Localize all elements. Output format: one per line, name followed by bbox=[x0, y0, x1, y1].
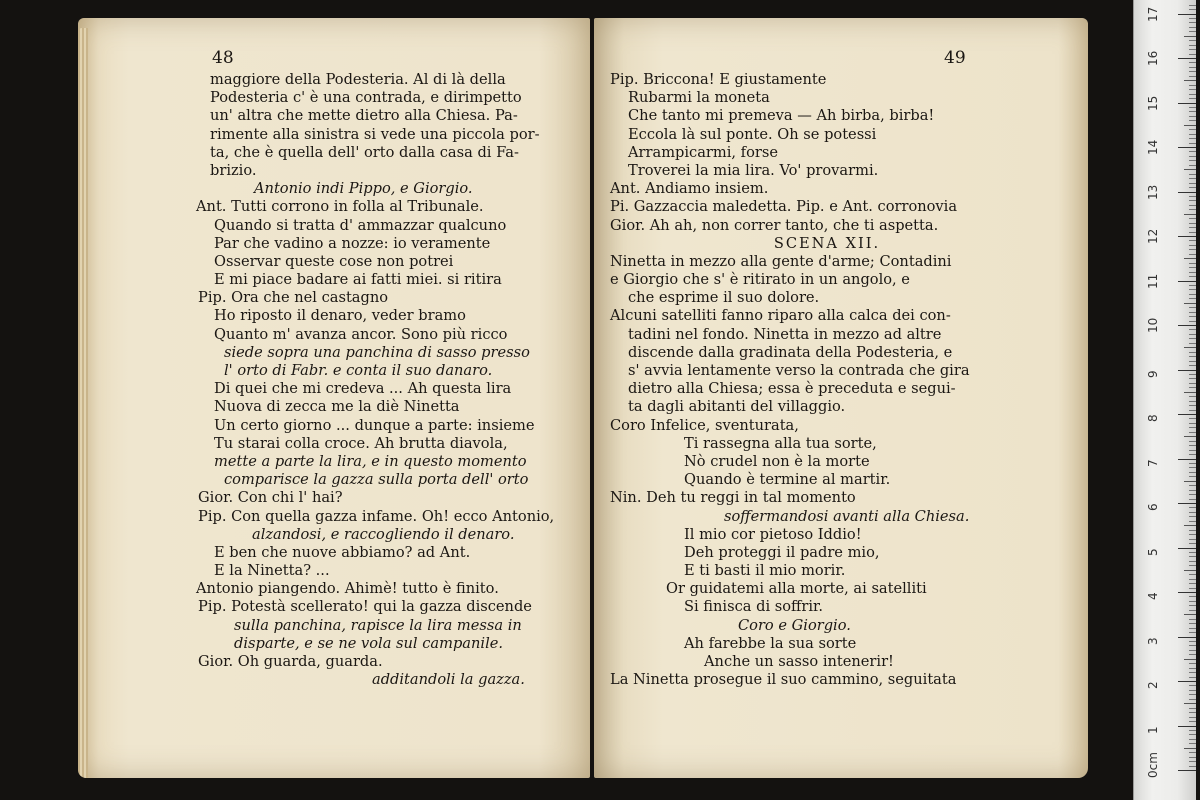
ruler-tick bbox=[1178, 459, 1196, 460]
text-line: comparisce la gazza sulla porta dell' orto bbox=[224, 471, 529, 489]
ruler-tick bbox=[1184, 570, 1196, 571]
text-line: e Giorgio che s' è ritirato in un angolo, e bbox=[610, 271, 910, 289]
ruler-tick bbox=[1178, 236, 1196, 237]
ruler-tick bbox=[1189, 485, 1196, 486]
ruler-tick bbox=[1178, 325, 1196, 326]
text-line: un' altra che mette dietro alla Chiesa. Pa- bbox=[210, 107, 518, 125]
ruler-tick bbox=[1189, 605, 1196, 606]
ruler-tick bbox=[1189, 752, 1196, 753]
text-line: brizio. bbox=[210, 161, 257, 179]
ruler-tick bbox=[1189, 650, 1196, 651]
text-line: Quando si tratta d' ammazzar qualcuno bbox=[214, 216, 507, 234]
text-line: Quanto m' avanza ancor. Sono più ricco bbox=[214, 325, 508, 343]
ruler-tick bbox=[1189, 583, 1196, 584]
text-line: Or guidatemi alla morte, ai satelliti bbox=[666, 580, 927, 598]
ruler-tick bbox=[1178, 637, 1196, 638]
text-line: Nuova di zecca me la diè Ninetta bbox=[214, 398, 460, 416]
text-line: Che tanto mi premeva — Ah birba, birba! bbox=[628, 107, 935, 125]
ruler-tick bbox=[1189, 183, 1196, 184]
text-line: Pi. Gazzaccia maledetta. Pip. e Ant. corronovia bbox=[610, 198, 958, 216]
ruler-tick bbox=[1189, 623, 1196, 624]
page-number-right: 49 bbox=[944, 48, 966, 68]
ruler-tick bbox=[1189, 249, 1196, 250]
ruler-tick bbox=[1189, 521, 1196, 522]
text-line: Rubarmi la moneta bbox=[628, 89, 770, 107]
ruler-tick bbox=[1189, 98, 1196, 99]
ruler-tick bbox=[1189, 472, 1196, 473]
ruler-tick bbox=[1184, 703, 1196, 704]
ruler-tick bbox=[1189, 512, 1196, 513]
ruler-tick bbox=[1189, 685, 1196, 686]
ruler-tick bbox=[1189, 596, 1196, 597]
ruler-tick bbox=[1189, 62, 1196, 63]
ruler-tick bbox=[1189, 378, 1196, 379]
text-line: Alcuni satelliti fanno riparo alla calca dei con- bbox=[610, 307, 951, 325]
ruler-tick bbox=[1184, 36, 1196, 37]
ruler-tick bbox=[1184, 659, 1196, 660]
ruler-tick bbox=[1189, 174, 1196, 175]
ruler-tick bbox=[1189, 361, 1196, 362]
text-line: siede sopra una panchina di sasso presso bbox=[224, 343, 530, 361]
ruler-tick bbox=[1189, 9, 1196, 10]
ruler-tick bbox=[1189, 721, 1196, 722]
ruler-tick bbox=[1189, 165, 1196, 166]
ruler-tick bbox=[1189, 31, 1196, 32]
text-line: Pip. Briccona! E giustamente bbox=[610, 71, 827, 88]
ruler-tick bbox=[1189, 694, 1196, 695]
ruler-label: 8 bbox=[1146, 414, 1160, 422]
ruler-tick bbox=[1184, 436, 1196, 437]
left-page bbox=[78, 18, 590, 778]
ruler-tick bbox=[1184, 614, 1196, 615]
ruler-tick bbox=[1189, 178, 1196, 179]
ruler-label: 7 bbox=[1146, 458, 1160, 467]
ruler-tick bbox=[1189, 334, 1196, 335]
text-line: Gior. Oh guarda, guarda. bbox=[198, 653, 383, 670]
ruler-tick bbox=[1189, 717, 1196, 718]
ruler-tick bbox=[1189, 441, 1196, 442]
ruler-tick bbox=[1189, 467, 1196, 468]
ruler-tick bbox=[1189, 476, 1196, 477]
ruler-tick bbox=[1178, 548, 1196, 549]
ruler-tick bbox=[1189, 499, 1196, 500]
ruler-tick bbox=[1189, 552, 1196, 553]
text-line: La Ninetta prosegue il suo cammino, seguitata bbox=[610, 671, 957, 689]
ruler-tick bbox=[1189, 111, 1196, 112]
text-line: Ant. Tutti corrono in folla al Tribunale. bbox=[196, 198, 484, 216]
ruler-tick bbox=[1189, 27, 1196, 28]
ruler-tick bbox=[1178, 192, 1196, 193]
ruler-tick bbox=[1178, 370, 1196, 371]
ruler-tick bbox=[1189, 209, 1196, 210]
ruler-tick bbox=[1189, 18, 1196, 19]
text-line: Si finisca di soffrir. bbox=[684, 598, 824, 616]
ruler-tick bbox=[1189, 601, 1196, 602]
ruler-tick bbox=[1189, 490, 1196, 491]
page-edges bbox=[78, 28, 88, 778]
ruler-tick bbox=[1178, 681, 1196, 682]
ruler-label: 6 bbox=[1146, 503, 1160, 511]
text-line: che esprime il suo dolore. bbox=[628, 289, 820, 307]
ruler-tick bbox=[1189, 579, 1196, 580]
ruler-tick bbox=[1189, 307, 1196, 308]
ruler-tick bbox=[1178, 281, 1196, 282]
ruler-tick bbox=[1189, 298, 1196, 299]
ruler-tick bbox=[1189, 730, 1196, 731]
ruler-tick bbox=[1189, 663, 1196, 664]
ruler-tick bbox=[1189, 494, 1196, 495]
ruler-tick bbox=[1189, 40, 1196, 41]
ruler-tick bbox=[1189, 530, 1196, 531]
ruler-tick bbox=[1184, 481, 1196, 482]
text-line: Antonio piangendo. Ahimè! tutto è finito. bbox=[196, 580, 499, 598]
ruler-tick bbox=[1178, 726, 1196, 727]
text-line: dietro alla Chiesa; essa è preceduta e segui- bbox=[628, 380, 956, 398]
text-line: Eccola là sul ponte. Oh se potessi bbox=[628, 125, 877, 143]
ruler-tick bbox=[1189, 187, 1196, 188]
ruler-tick bbox=[1184, 169, 1196, 170]
ruler-tick bbox=[1184, 525, 1196, 526]
ruler-tick bbox=[1178, 414, 1196, 415]
ruler-tick bbox=[1189, 734, 1196, 735]
ruler-tick bbox=[1189, 507, 1196, 508]
ruler-tick bbox=[1189, 463, 1196, 464]
ruler-tick bbox=[1184, 392, 1196, 393]
ruler-tick bbox=[1189, 76, 1196, 77]
ruler-label: 17 bbox=[1146, 6, 1160, 22]
ruler-tick bbox=[1189, 352, 1196, 353]
ruler-tick bbox=[1189, 89, 1196, 90]
ruler-tick bbox=[1189, 5, 1196, 6]
ruler-tick bbox=[1184, 347, 1196, 348]
ruler-tick bbox=[1189, 610, 1196, 611]
ruler-tick bbox=[1189, 556, 1196, 557]
text-line: sulla panchina, rapisce la lira messa in bbox=[234, 616, 522, 634]
ruler-tick bbox=[1184, 214, 1196, 215]
right-page-text bbox=[610, 71, 1008, 689]
text-line: alzandosi, e raccogliendo il denaro. bbox=[252, 525, 515, 543]
ruler-tick bbox=[1189, 543, 1196, 544]
text-line: Troverei la mia lira. Vo' provarmi. bbox=[628, 161, 879, 179]
text-line: Osservar queste cose non potrei bbox=[214, 252, 454, 270]
ruler-tick bbox=[1189, 116, 1196, 117]
text-line: E ti basti il mio morir. bbox=[684, 562, 846, 580]
text-line: Ah farebbe la sua sorte bbox=[684, 634, 857, 652]
text-line: Deh proteggi il padre mio, bbox=[684, 543, 880, 561]
ruler-tick bbox=[1189, 267, 1196, 268]
ruler-tick bbox=[1189, 134, 1196, 135]
ruler-tick bbox=[1189, 668, 1196, 669]
ruler-label: 14 bbox=[1146, 139, 1160, 155]
text-line: E mi piace badare ai fatti miei. si ritira bbox=[214, 271, 502, 289]
ruler-tick bbox=[1189, 205, 1196, 206]
text-line: Di quei che mi credeva ... Ah questa lira bbox=[214, 380, 512, 398]
ruler-tick bbox=[1189, 383, 1196, 384]
ruler-tick bbox=[1189, 619, 1196, 620]
text-line: s' avvia lentamente verso la contrada che gira bbox=[628, 362, 970, 379]
ruler-tick bbox=[1189, 712, 1196, 713]
text-line: Arrampicarmi, forse bbox=[628, 143, 778, 161]
ruler-tick bbox=[1189, 272, 1196, 273]
ruler-tick bbox=[1189, 445, 1196, 446]
text-line: Coro Infelice, sventurata, bbox=[610, 416, 799, 434]
ruler-tick bbox=[1178, 58, 1196, 59]
ruler-label: 4 bbox=[1146, 592, 1160, 600]
ruler-tick bbox=[1178, 503, 1196, 504]
ruler-tick bbox=[1184, 258, 1196, 259]
ruler-tick bbox=[1189, 396, 1196, 397]
ruler-tick bbox=[1184, 303, 1196, 304]
ruler-tick bbox=[1189, 423, 1196, 424]
text-line: additandoli la gazza. bbox=[372, 671, 525, 689]
ruler-tick bbox=[1189, 699, 1196, 700]
ruler-tick bbox=[1189, 387, 1196, 388]
ruler-tick bbox=[1189, 690, 1196, 691]
ruler-tick bbox=[1189, 254, 1196, 255]
ruler-tick bbox=[1189, 94, 1196, 95]
ruler-tick bbox=[1189, 427, 1196, 428]
text-line: Gior. Con chi l' hai? bbox=[198, 489, 343, 507]
text-line: SCENA XII. bbox=[773, 234, 881, 252]
text-line: Ant. Andiamo insiem. bbox=[610, 180, 769, 198]
text-line: rimente alla sinistra si vede una piccola por- bbox=[210, 125, 540, 143]
page-number-left: 48 bbox=[212, 48, 234, 68]
text-line: Pip. Con quella gazza infame. Oh! ecco Antonio, bbox=[198, 507, 555, 525]
ruler-tick bbox=[1189, 196, 1196, 197]
ruler-tick bbox=[1189, 739, 1196, 740]
ruler-tick bbox=[1189, 743, 1196, 744]
ruler-tick bbox=[1189, 67, 1196, 68]
ruler-tick bbox=[1189, 374, 1196, 375]
text-line: E ben che nuove abbiamo? ad Ant. bbox=[214, 543, 471, 561]
ruler-tick bbox=[1189, 151, 1196, 152]
ruler-tick bbox=[1189, 761, 1196, 762]
text-line: Pip. Ora che nel castagno bbox=[198, 289, 389, 307]
ruler-tick bbox=[1189, 312, 1196, 313]
text-line: Coro e Giorgio. bbox=[738, 616, 851, 634]
ruler-tick bbox=[1189, 143, 1196, 144]
ruler-tick bbox=[1189, 321, 1196, 322]
ruler-tick bbox=[1189, 49, 1196, 50]
text-line: maggiore della Podesteria. Al di là della bbox=[210, 71, 506, 88]
ruler-tick bbox=[1189, 632, 1196, 633]
ruler-tick bbox=[1189, 245, 1196, 246]
ruler-tick bbox=[1189, 588, 1196, 589]
ruler-label: 11 bbox=[1146, 273, 1160, 289]
text-line: discende dalla gradinata della Podesteria, e bbox=[628, 343, 953, 361]
measuring-ruler bbox=[1133, 0, 1196, 800]
ruler-label: 3 bbox=[1146, 636, 1160, 645]
ruler-tick bbox=[1189, 365, 1196, 366]
text-line: soffermandosi avanti alla Chiesa. bbox=[724, 507, 970, 525]
ruler-tick bbox=[1189, 450, 1196, 451]
ruler-label: 1 bbox=[1146, 725, 1160, 734]
ruler-label: 9 bbox=[1146, 369, 1160, 378]
ruler-label: 5 bbox=[1146, 547, 1160, 556]
text-line: l' orto di Fabr. e conta il suo danaro. bbox=[224, 362, 493, 379]
ruler-tick bbox=[1184, 125, 1196, 126]
ruler-tick bbox=[1178, 770, 1196, 771]
ruler-tick bbox=[1184, 80, 1196, 81]
text-line: Ho riposto il denaro, veder bramo bbox=[214, 307, 466, 325]
ruler-tick bbox=[1189, 232, 1196, 233]
ruler-tick bbox=[1189, 85, 1196, 86]
ruler-tick bbox=[1189, 218, 1196, 219]
text-line: Ninetta in mezzo alla gente d'arme; Contadini bbox=[610, 252, 952, 270]
ruler-tick bbox=[1189, 405, 1196, 406]
ruler-tick bbox=[1178, 14, 1196, 15]
ruler-tick bbox=[1189, 329, 1196, 330]
ruler-tick bbox=[1189, 294, 1196, 295]
ruler-tick bbox=[1189, 565, 1196, 566]
text-line: ta dagli abitanti del villaggio. bbox=[628, 398, 846, 416]
ruler-tick bbox=[1189, 45, 1196, 46]
ruler-tick bbox=[1189, 227, 1196, 228]
ruler-tick bbox=[1189, 22, 1196, 23]
ruler-tick bbox=[1189, 454, 1196, 455]
text-line: Par che vadino a nozze: io veramente bbox=[214, 234, 491, 252]
ruler-tick bbox=[1189, 708, 1196, 709]
ruler-tick bbox=[1189, 539, 1196, 540]
text-line: Antonio indi Pippo, e Giorgio. bbox=[254, 180, 473, 198]
ruler-label: 2 bbox=[1146, 681, 1160, 689]
ruler-tick bbox=[1189, 54, 1196, 55]
open-book bbox=[78, 18, 1090, 783]
ruler-tick bbox=[1189, 628, 1196, 629]
ruler-tick bbox=[1189, 766, 1196, 767]
ruler-tick bbox=[1189, 129, 1196, 130]
ruler-tick bbox=[1189, 107, 1196, 108]
text-line: Gior. Ah ah, non correr tanto, che ti aspetta. bbox=[610, 216, 939, 234]
ruler-tick bbox=[1189, 138, 1196, 139]
text-line: Nò crudel non è la morte bbox=[684, 452, 870, 470]
text-line: Pip. Potestà scellerato! qui la gazza discende bbox=[198, 598, 532, 616]
ruler-tick bbox=[1189, 672, 1196, 673]
ruler-tick bbox=[1189, 289, 1196, 290]
ruler-tick bbox=[1189, 561, 1196, 562]
ruler-tick bbox=[1189, 432, 1196, 433]
left-page-text bbox=[196, 71, 570, 689]
ruler-tick bbox=[1189, 263, 1196, 264]
ruler-label: 0cm bbox=[1146, 752, 1160, 778]
ruler-tick bbox=[1178, 147, 1196, 148]
ruler-tick bbox=[1189, 338, 1196, 339]
ruler-tick bbox=[1189, 418, 1196, 419]
ruler-label: 15 bbox=[1146, 95, 1160, 111]
text-line: Un certo giorno ... dunque a parte: insieme bbox=[214, 416, 535, 434]
ruler-tick bbox=[1189, 120, 1196, 121]
ruler-tick bbox=[1189, 160, 1196, 161]
text-line: Quando è termine al martir. bbox=[684, 471, 891, 489]
ruler-tick bbox=[1189, 401, 1196, 402]
ruler-tick bbox=[1189, 677, 1196, 678]
ruler-tick bbox=[1189, 200, 1196, 201]
text-line: Nin. Deh tu reggi in tal momento bbox=[610, 489, 856, 507]
ruler-tick bbox=[1189, 641, 1196, 642]
ruler-tick bbox=[1189, 574, 1196, 575]
ruler-label: 12 bbox=[1146, 228, 1160, 244]
ruler-tick bbox=[1189, 223, 1196, 224]
ruler-tick bbox=[1189, 645, 1196, 646]
text-line: tadini nel fondo. Ninetta in mezzo ad altre bbox=[628, 325, 942, 343]
ruler-tick bbox=[1189, 534, 1196, 535]
text-line: E la Ninetta? ... bbox=[214, 562, 330, 580]
text-line: ta, che è quella dell' orto dalla casa di Fa- bbox=[210, 143, 519, 161]
text-line: Ti rassegna alla tua sorte, bbox=[684, 434, 877, 452]
ruler-tick bbox=[1189, 757, 1196, 758]
ruler-tick bbox=[1189, 285, 1196, 286]
ruler-label: 16 bbox=[1146, 50, 1160, 66]
text-line: Il mio cor pietoso Iddio! bbox=[684, 525, 862, 543]
ruler-tick bbox=[1178, 592, 1196, 593]
ruler-tick bbox=[1189, 156, 1196, 157]
right-page bbox=[594, 18, 1088, 778]
ruler-label: 13 bbox=[1146, 184, 1160, 200]
ruler-label: 10 bbox=[1146, 317, 1160, 333]
ruler-tick bbox=[1189, 71, 1196, 72]
ruler-tick bbox=[1178, 103, 1196, 104]
ruler-tick bbox=[1189, 240, 1196, 241]
ruler-tick bbox=[1189, 516, 1196, 517]
ruler-tick bbox=[1189, 410, 1196, 411]
ruler-tick bbox=[1189, 316, 1196, 317]
text-line: Anche un sasso intenerir! bbox=[704, 653, 894, 670]
ruler-tick bbox=[1189, 343, 1196, 344]
text-line: Podesteria c' è una contrada, e dirimpetto bbox=[210, 89, 522, 107]
text-line: mette a parte la lira, e in questo momento bbox=[214, 452, 527, 470]
text-line: Tu starai colla croce. Ah brutta diavola, bbox=[214, 434, 508, 452]
ruler-tick bbox=[1184, 748, 1196, 749]
text-line: disparte, e se ne vola sul campanile. bbox=[234, 634, 504, 652]
ruler-tick bbox=[1189, 356, 1196, 357]
ruler-tick bbox=[1189, 654, 1196, 655]
ruler-tick bbox=[1189, 276, 1196, 277]
